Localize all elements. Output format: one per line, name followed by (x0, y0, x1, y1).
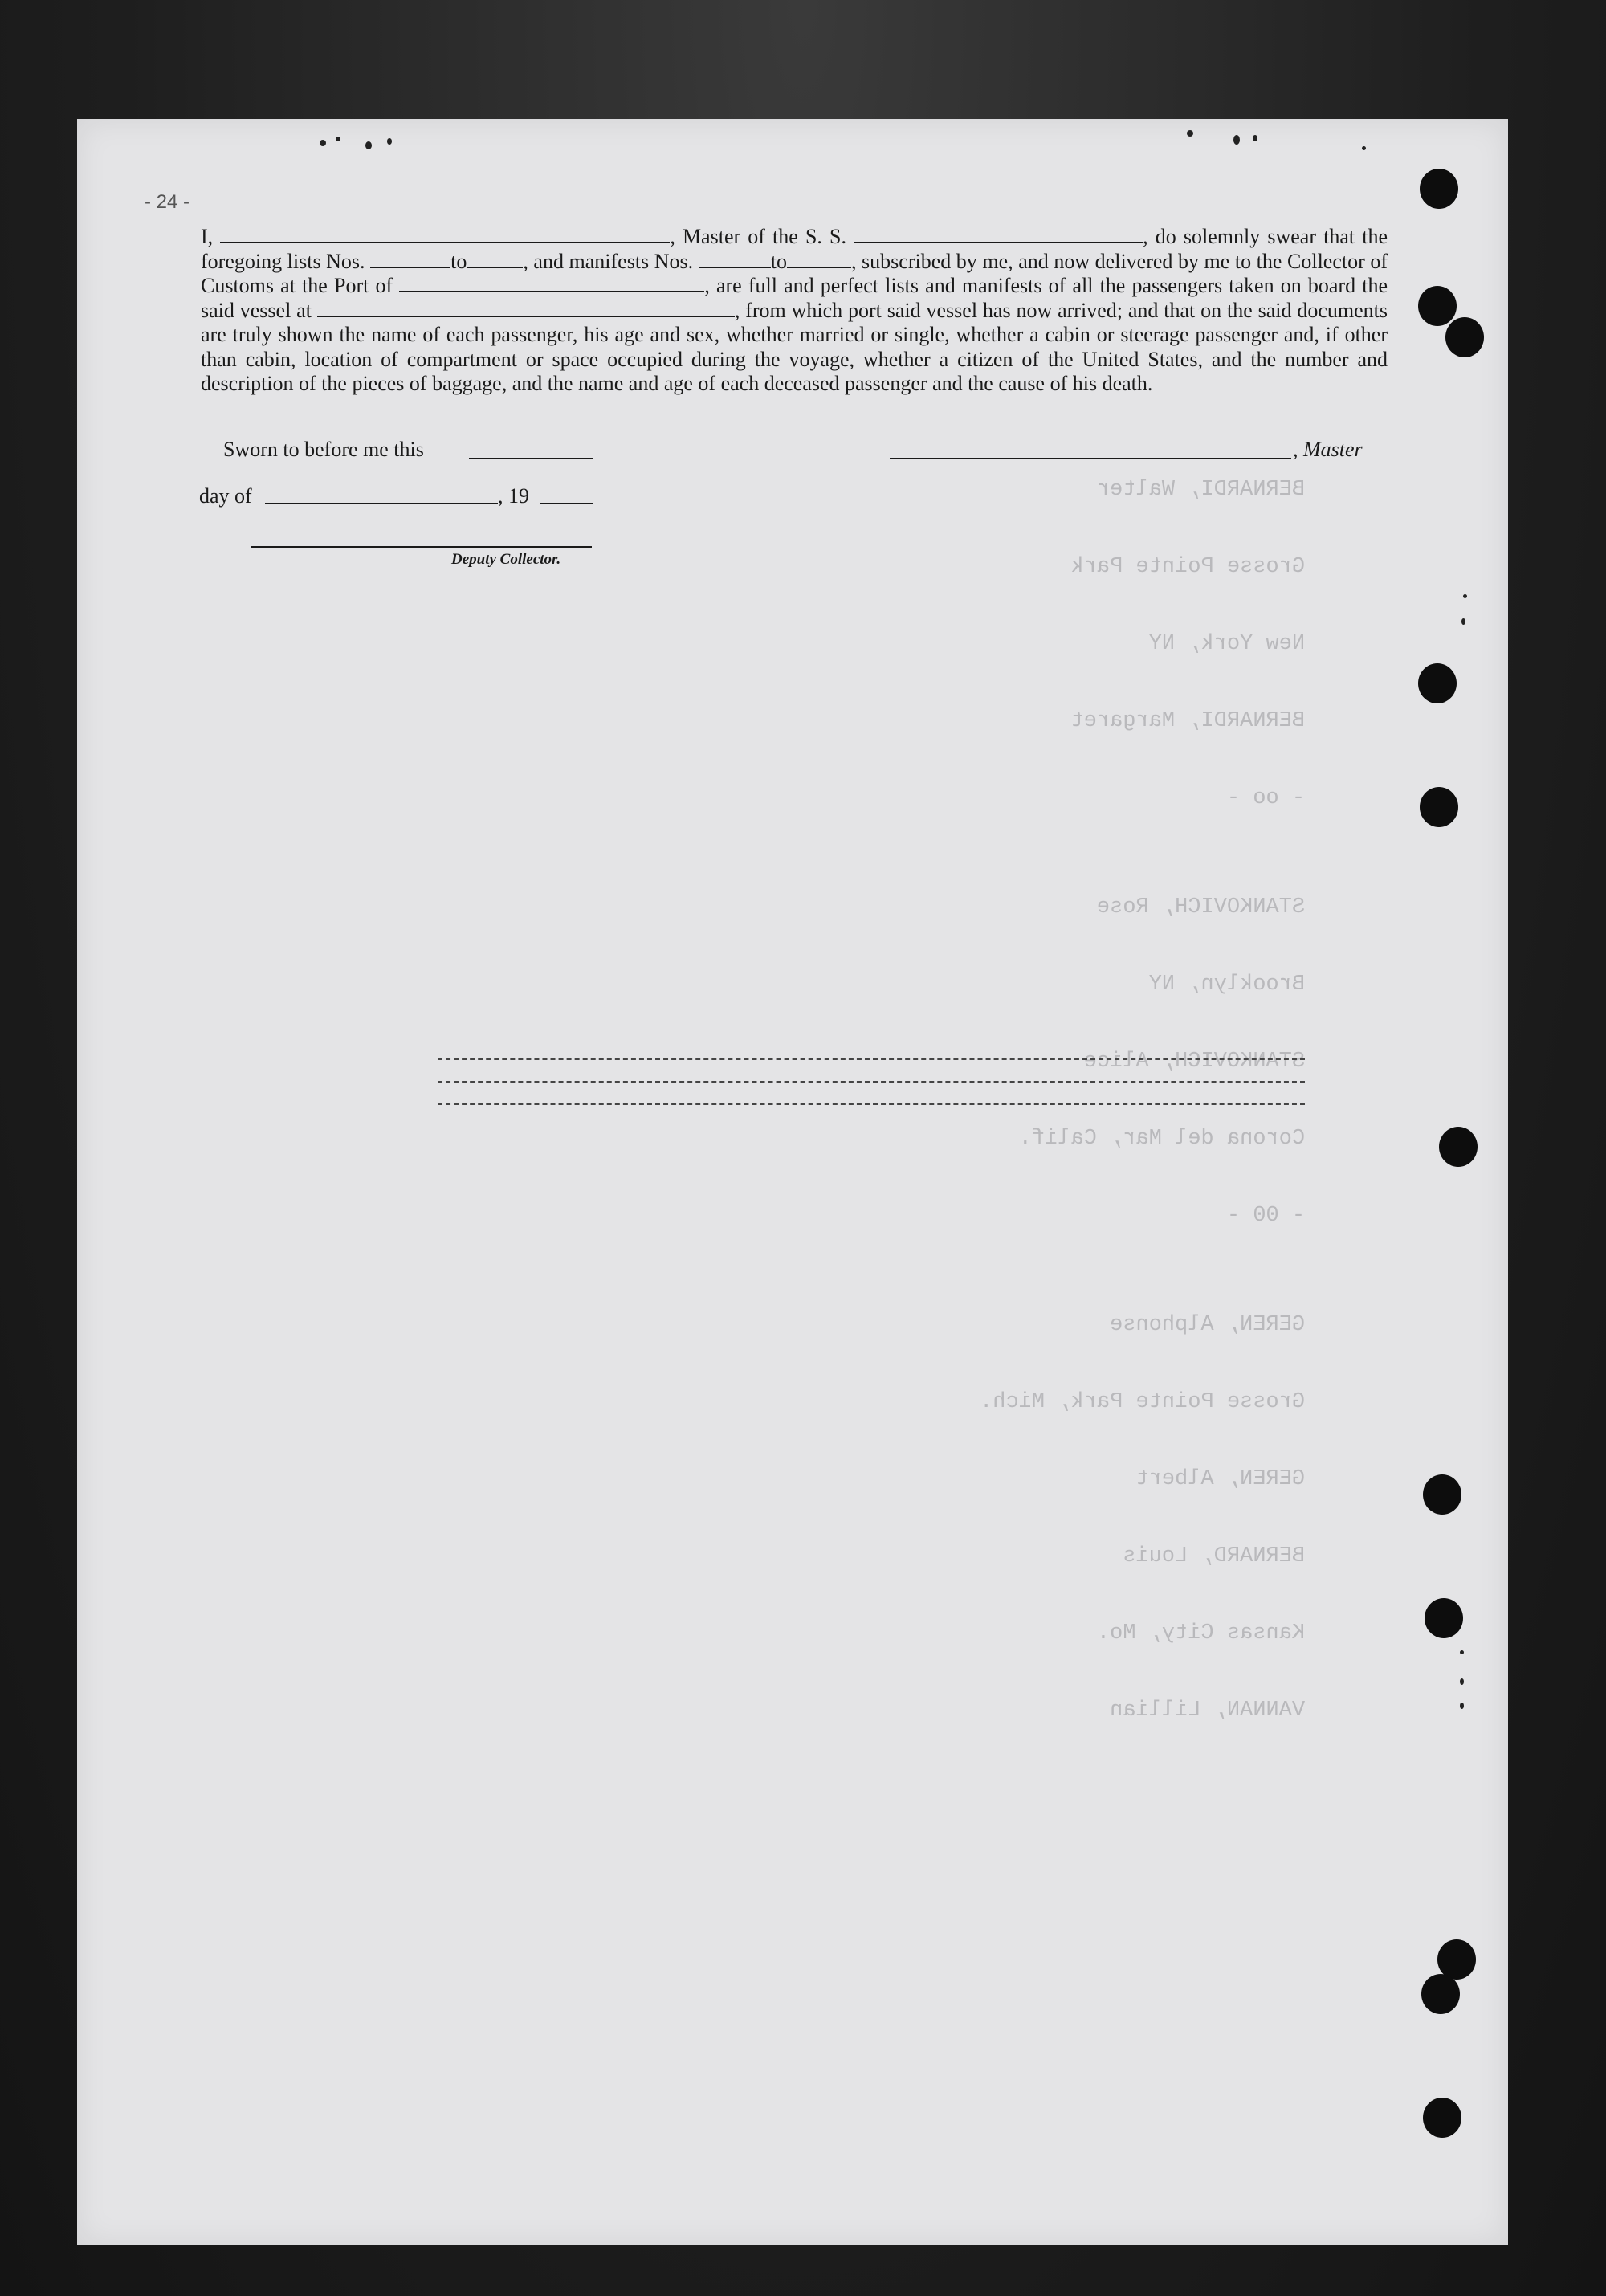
bleed-line: GEREN, Alphonse (1110, 1313, 1306, 1337)
punch-hole (1420, 787, 1458, 827)
punch-hole (1423, 1474, 1461, 1515)
bleed-line: New York, NY (1148, 632, 1306, 656)
bleed-line: BERNARDI, Margaret (1070, 709, 1306, 733)
speck (1460, 1678, 1464, 1685)
manifest-from-blank (699, 251, 771, 268)
oath-text: , from which port said vessel has now arrived; and that on the said documents are truly shown the name of each passenger, his age and sex, whether married or single, whether a cabin or steerage passenger and, if other than cabin, location of compartment or space occupied during the voyage, whether a citizen of the United States, and the number and description of the pieces of baggage, and the name and age of each deceased passenger and the cause of his death. (201, 298, 1388, 395)
speck (387, 138, 392, 145)
list-from-blank (370, 251, 450, 268)
sworn-label: Sworn to before me this (223, 438, 424, 461)
bleed-line: - oo - (1226, 786, 1306, 810)
ship-name-blank (854, 226, 1143, 243)
bleed-through-text (980, 426, 1305, 1749)
speck (1362, 146, 1366, 150)
master-name-blank (220, 226, 670, 243)
bleed-line: Grosse Pointe Park (1070, 555, 1306, 579)
bleed-line: Grosse Pointe Park, Mich. (980, 1390, 1306, 1414)
day-month-line (265, 503, 498, 504)
manifest-to-blank (787, 251, 851, 268)
speck (1187, 130, 1193, 137)
speck (365, 141, 372, 149)
punch-hole (1418, 663, 1457, 703)
oath-text: , and manifests Nos. (523, 249, 694, 273)
year-label: , 19 (498, 484, 529, 508)
bleed-line: - 00 - (1226, 1204, 1306, 1228)
punch-hole (1420, 169, 1458, 209)
bleed-line: GEREN, Albert (1135, 1467, 1306, 1491)
deputy-collector-label: Deputy Collector. (451, 551, 561, 568)
oath-text: , do solemnly swear that the foregoing lists Nos. (201, 225, 1388, 273)
bleed-strike-line (438, 1058, 1305, 1060)
bleed-line: STANKOVICH, Rose (1096, 895, 1306, 920)
speck (1233, 135, 1240, 145)
sworn-date-line (469, 458, 593, 459)
speck (336, 137, 340, 141)
speck (1460, 1703, 1464, 1709)
oath-text: , Master of the S. S. (670, 225, 847, 248)
bleed-line: VANNAN, Lillian (1110, 1699, 1306, 1723)
day-label: day of (199, 484, 252, 508)
speck (1463, 594, 1467, 598)
speck (320, 140, 326, 146)
speck (1461, 618, 1465, 625)
bleed-line: Corona del Mar, Calif. (1018, 1127, 1306, 1151)
speck (1460, 1650, 1464, 1654)
page-number-mark: - 24 - (145, 191, 190, 213)
master-label: , Master (1293, 438, 1363, 461)
punch-hole (1423, 2098, 1461, 2138)
punch-hole (1418, 286, 1457, 326)
master-signature-line (890, 458, 1291, 459)
year-line (540, 503, 593, 504)
punch-hole (1421, 1974, 1460, 2014)
departure-port-blank (317, 300, 735, 317)
deputy-collector-line (251, 546, 592, 548)
port-blank (399, 275, 704, 292)
oath-paragraph (201, 225, 1388, 397)
bleed-line: Brooklyn, NY (1148, 973, 1306, 997)
bleed-strike-line (438, 1081, 1305, 1083)
oath-text: to (450, 249, 467, 273)
oath-text: , are full and perfect lists and manifests of all the passengers taken on board the said vessel at (201, 274, 1388, 322)
punch-hole (1445, 317, 1484, 357)
punch-hole (1425, 1598, 1463, 1638)
oath-text: I, (201, 225, 214, 248)
bleed-line: Kansas City, Mo. (1096, 1621, 1306, 1646)
bleed-line: BERNARDI, Walter (1096, 478, 1306, 502)
bleed-strike-line (438, 1103, 1305, 1105)
speck (1253, 135, 1257, 141)
bleed-line: BERNARD, Louis (1123, 1544, 1306, 1568)
punch-hole (1439, 1127, 1478, 1167)
oath-text: , subscribed by me, and now delivered by me to the Collector of Customs at the Port of (201, 249, 1388, 297)
bleed-line: STANKOVICH, Alice (1083, 1050, 1306, 1074)
list-to-blank (467, 251, 523, 268)
oath-text: to (770, 249, 787, 273)
